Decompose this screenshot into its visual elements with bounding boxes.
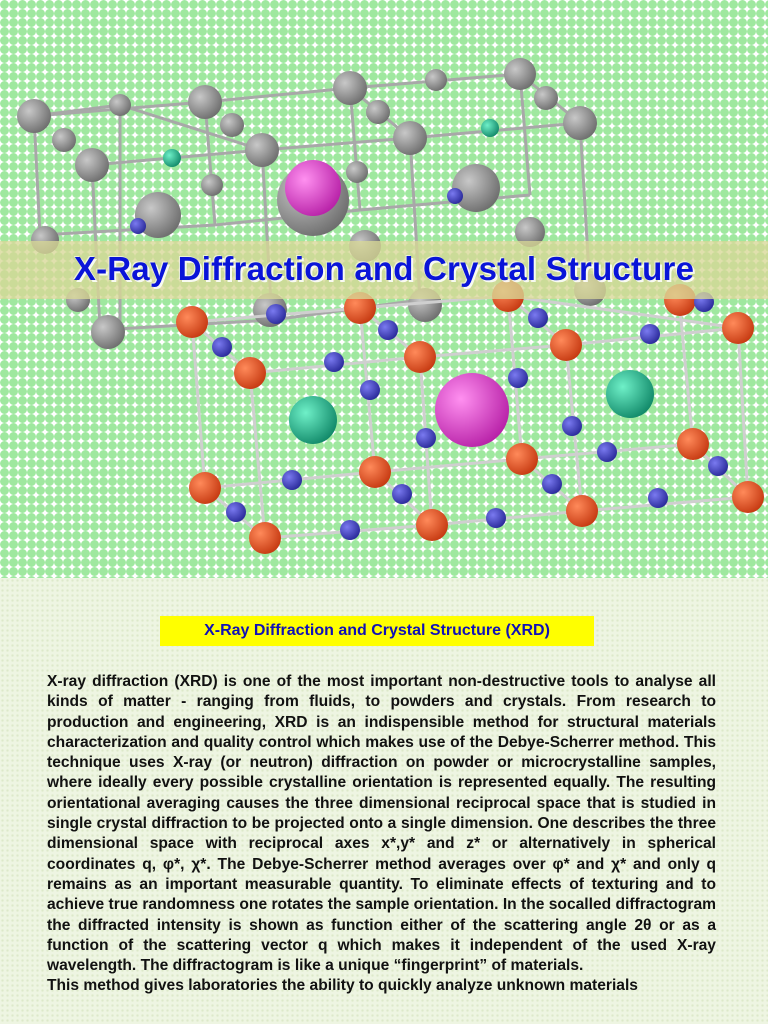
atom-blue (416, 428, 436, 448)
atom-magenta (285, 160, 341, 216)
atom-blue (282, 470, 302, 490)
section-heading: X-Ray Diffraction and Crystal Structure (XRD) (160, 616, 594, 646)
atom-blue (562, 416, 582, 436)
atom-grey (220, 113, 244, 137)
lattice-bond (192, 322, 205, 488)
atom-orange (550, 329, 582, 361)
atom-blue (266, 304, 286, 324)
atom-blue (708, 456, 728, 476)
atom-grey (201, 174, 223, 196)
atom-blue (340, 520, 360, 540)
lattice-bond (350, 88, 360, 210)
atom-blue (378, 320, 398, 340)
atom-blue (324, 352, 344, 372)
atom-blue (486, 508, 506, 528)
atom-blue (528, 308, 548, 328)
atom-teal (289, 396, 337, 444)
lattice-bond (432, 511, 582, 525)
atom-blue (597, 442, 617, 462)
lattice-bond (360, 195, 530, 210)
atom-magenta (435, 373, 509, 447)
atom-grey (425, 69, 447, 91)
lattice-bond (680, 310, 693, 444)
paragraph: This method gives laboratories the ability to quickly analyze unknown materials (47, 977, 638, 995)
atom-grey (333, 71, 367, 105)
atom-teal (481, 119, 499, 137)
atom-blue (640, 324, 660, 344)
lattice-bond (250, 373, 265, 538)
lattice-bond (420, 345, 566, 357)
atom-grey (366, 100, 390, 124)
atom-teal (163, 149, 181, 167)
atom-grey (346, 161, 368, 183)
atom-blue (226, 502, 246, 522)
atom-blue (542, 474, 562, 494)
body-text (47, 672, 716, 997)
lattice-bond (375, 459, 522, 472)
page-title: X-Ray Diffraction and Crystal Structure (73, 250, 695, 287)
atom-blue (212, 337, 232, 357)
atom-grey (563, 106, 597, 140)
atom-blue (392, 484, 412, 504)
atom-orange (359, 456, 391, 488)
atom-orange (566, 495, 598, 527)
atom-teal (606, 370, 654, 418)
atom-orange (404, 341, 436, 373)
atom-grey (91, 315, 125, 349)
atom-blue (130, 218, 146, 234)
lattice-bond (520, 74, 530, 195)
atom-orange (722, 312, 754, 344)
atom-orange (249, 522, 281, 554)
atom-grey (109, 94, 131, 116)
atom-grey (188, 85, 222, 119)
atom-orange (189, 472, 221, 504)
atom-orange (506, 443, 538, 475)
atom-orange (677, 428, 709, 460)
atom-grey (17, 99, 51, 133)
atom-grey (245, 133, 279, 167)
atom-orange (234, 357, 266, 389)
atom-orange (176, 306, 208, 338)
atom-grey (393, 121, 427, 155)
paragraph: X-ray diffraction (XRD) is one of the most important non-destructive tools to analyse all kinds of matter - ranging from fluids, to powders and crystals. From research to production and engineering, XRD is an indispensible method for structural materials characterization and quality control which makes use of the Debye-Scherrer method. This technique uses X-ray (or neutron) diffraction on powder or microcrystalline samples, where ideally every possible crystalline orientation is represented equally. The resulting orientational averaging causes the three dimensional reciprocal space that is studied in single crystal diffraction to be projected onto a single dimension. One describes the three dimensional space with reciprocal axes x*,y* and z* or alternatively in spherical coordinates q, φ*, χ*. The Debye-Scherrer method averages over φ* and χ* and only q remains as an important measurable quantity. To eliminate effects of texturing and to achieve true randomness one rotates the sample orientation. In the socalled diffractogram the diffracted intensity is shown as function either of the scattering angle 2θ or as a function of the scattering vector q which makes it independent of the used X-ray wavelength. The diffractogram is like a unique “fingerprint” of materials. (47, 673, 716, 975)
atom-blue (447, 188, 463, 204)
atom-grey (452, 164, 500, 212)
lattice-bond (205, 88, 350, 102)
lattice-bond (262, 138, 410, 150)
atom-grey (534, 86, 558, 110)
atom-blue (508, 368, 528, 388)
atom-orange (416, 509, 448, 541)
lattice-bond (205, 102, 215, 225)
atom-blue (360, 380, 380, 400)
atom-grey (504, 58, 536, 90)
atom-blue (648, 488, 668, 508)
atom-grey (75, 148, 109, 182)
atom-grey (52, 128, 76, 152)
atom-orange (732, 481, 764, 513)
lattice-bond (34, 116, 40, 235)
lattice-bond (40, 225, 215, 235)
lattice-bond (738, 328, 748, 497)
